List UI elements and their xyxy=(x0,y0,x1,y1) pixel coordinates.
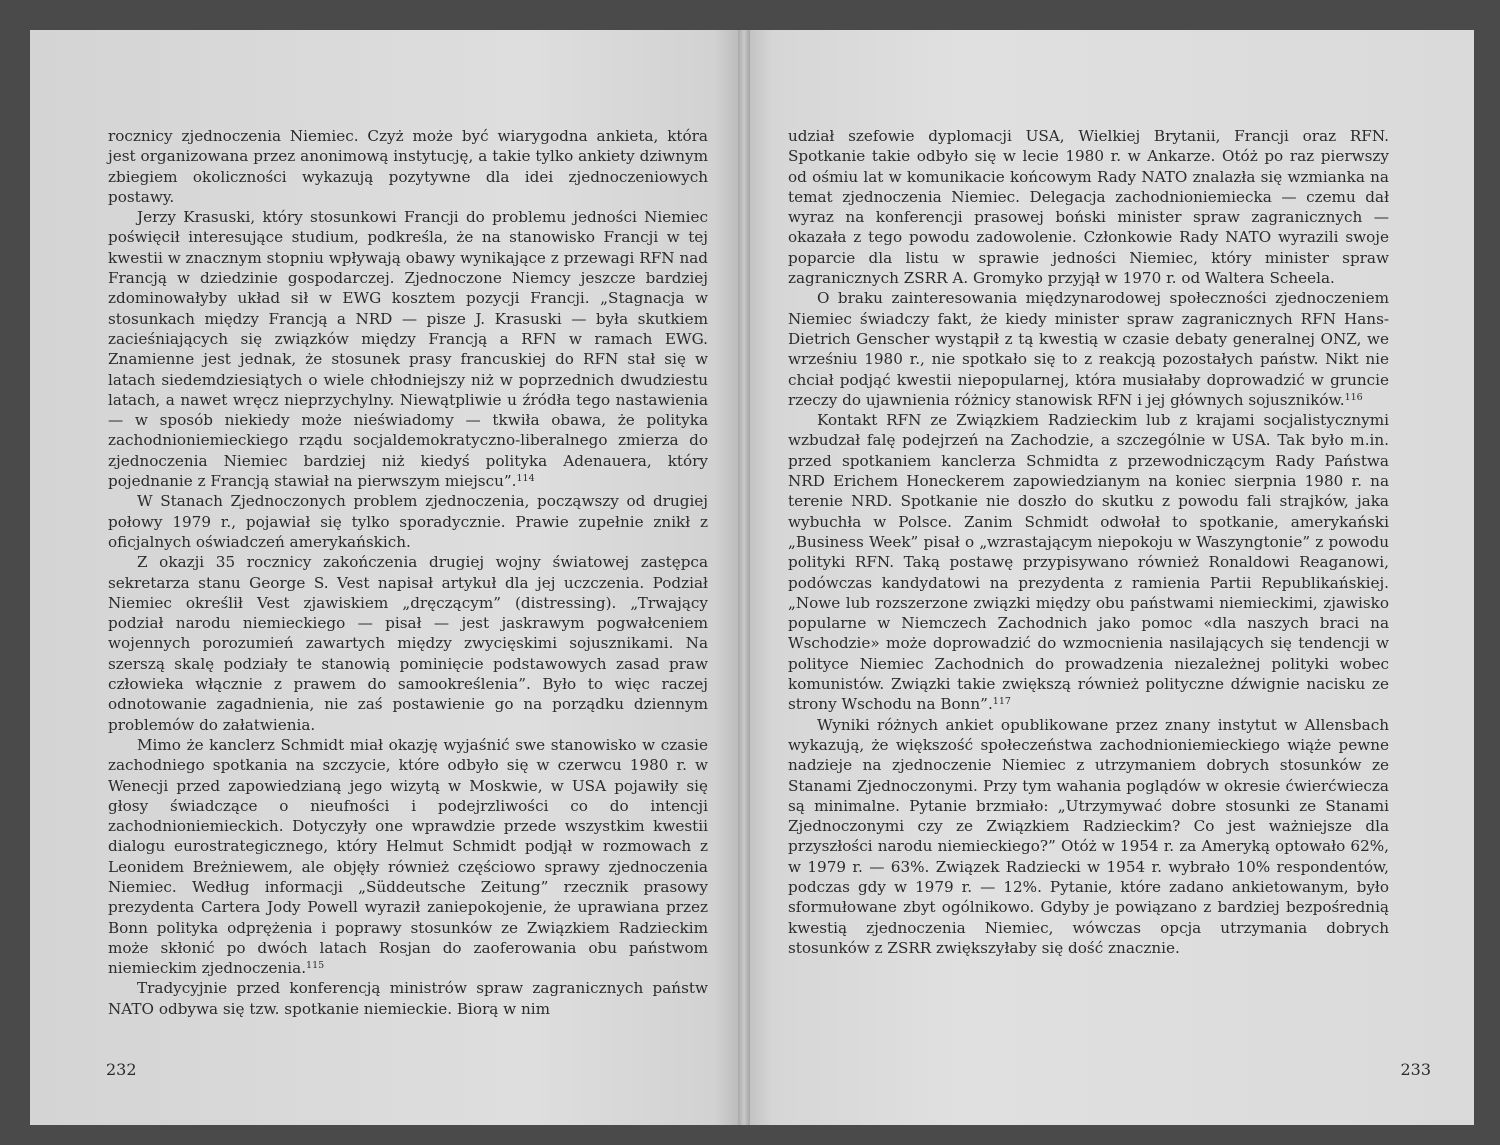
right-page xyxy=(743,30,1474,1125)
book-gutter xyxy=(738,30,750,1125)
paragraph: rocznicy zjednoczenia Niemiec. Czyż może być wiarygodna ankieta, która jest organizowana przez anonimową instytucję, a takie tylko ankiety dziwnym zbiegiem okoliczności wykazują pozytywne dla idei zjednoczeniowych postawy. xyxy=(108,127,708,206)
page-number: 233 xyxy=(1400,1060,1431,1079)
page-number: 232 xyxy=(106,1060,137,1079)
footnote-ref: 117 xyxy=(992,696,1011,708)
right-page-body xyxy=(788,126,1389,958)
paragraph: udział szefowie dyplomacji USA, Wielkiej Brytanii, Francji oraz RFN. Spotkanie takie odbyło się w lecie 1980 r. w Ankarze. Otóż po raz pierwszy od ośmiu lat w komunikacie końcowym Rady NATO znalazła się wzmianka na temat zjednoczenia Niemiec. Delegacja zachodnioniemiecka — czemu dał wyraz na konferencji prasowej boński minister spraw zagranicznych — okazała z tego powodu zadowolenie. Członkowie Rady NATO wyrazili swoje poparcie dla listu w sprawie jedności Niemiec, który minister spraw zagranicznych ZSRR A. Gromyko przyjął w 1970 r. od Waltera Scheela. xyxy=(788,127,1389,288)
footnote-ref: 116 xyxy=(1344,391,1363,403)
left-page-body xyxy=(108,126,708,1019)
footnote-ref: 114 xyxy=(516,473,535,485)
paragraph: Wyniki różnych ankiet opublikowane przez znany instytut w Allensbach wykazują, że większość społeczeństwa zachodnioniemieckiego wiąże pewne nadzieje na zjednoczenie Niemiec z utrzymaniem dobrych stosunków ze Stanami Zjednoczonymi. Przy tym wahania poglądów w okresie ćwierćwiecza są minimalne. Pytanie brzmiało: „Utrzymywać dobre stosunki ze Stanami Zjednoczonymi czy ze Związkiem Radzieckim? Co jest ważniejsze dla przyszłości narodu niemieckiego?” Otóż w 1954 r. za Ameryką optowało 62%, w 1979 r. — 63%. Związek Radziecki w 1954 r. wybrało 10% respondentów, podczas gdy w 1979 r. — 12%. Pytanie, które zadano ankietowanym, było sformułowane zbyt ogólnikowo. Gdyby je powiązano z bardziej bezpośrednią kwestią zjednoczenia Niemiec, wówczas opcja utrzymania dobrych stosunków z ZSRR zwiększyłaby się dość znacznie. xyxy=(788,715,1389,957)
paragraph: Kontakt RFN ze Związkiem Radzieckim lub z krajami socjalistycznymi wzbudzał falę podejrzeń na Zachodzie, a szczególnie w USA. Tak było m.in. przed spotkaniem kanclerza Schmidta z przewodniczącym Rady Państwa NRD Erichem Honeckerem zapowiedzianym na koniec sierpnia 1980 r. na terenie NRD. Spotkanie nie doszło do skutku z powodu fali strajków, jaka wybuchła w Polsce. Zanim Schmidt odwołał to spotkanie, amerykański „Business Week” pisał o „wzrastającym niepokoju w Waszyngtonie” z powodu polityki RFN. Taką postawę przypisywano również Ronaldowi Reaganowi, podówczas kandydatowi na prezydenta z ramienia Partii Republikańskiej. „Nowe lub rozszerzone związki między obu państwami niemieckimi, zjawisko popularne w Niemczech Zachodnich jako pomoc «dla naszych braci na Wschodzie» może doprowadzić do wzmocnienia nasilających się tendencji w polityce Niemiec Zachodnich do prowadzenia niezależnej polityki wobec komunistów. Związki takie zwiększą również polityczne dźwignie nacisku ze strony Wschodu na Bonn”.$^{117}$ xyxy=(788,411,1389,714)
left-page xyxy=(30,30,743,1125)
paragraph: Tradycyjnie przed konferencją ministrów spraw zagranicznych państw NATO odbywa się tzw. spotkanie niemieckie. Biorą w nim xyxy=(108,979,708,1018)
footnote-ref: 115 xyxy=(306,960,325,972)
paragraph: Z okazji 35 rocznicy zakończenia drugiej wojny światowej zastępca sekretarza stanu George S. Vest napisał artykuł dla jej uczczenia. Podział Niemiec określił Vest zjawiskiem „dręczącym” (distressing). „Trwający podział narodu niemieckiego — pisał — jest jaskrawym pogwałceniem wojennych porozumień zawartych między zwycięskimi sojusznikami. Na szerszą skalę podziały te stanowią pominięcie podstawowych zasad praw człowieka włącznie z prawem do samookreślenia”. Było to więc raczej odnotowanie zagadnienia, nie zaś postawienie go na porządku dziennym problemów do załatwienia. xyxy=(108,553,708,734)
paragraph: O braku zainteresowania międzynarodowej społeczności zjednoczeniem Niemiec świadczy fakt, że kiedy minister spraw zagranicznych RFN Hans-Dietrich Genscher wystąpił z tą kwestią w czasie debaty generalnej ONZ, we wrześniu 1980 r., nie spotkało się to z reakcją pozostałych państw. Nikt nie chciał podjąć kwestii niepopularnej, która musiałaby doprowadzić w gruncie rzeczy do ujawnienia różnicy stanowisk RFN i jej głównych sojuszników.$^{116}$ xyxy=(788,289,1389,409)
paragraph: Mimo że kanclerz Schmidt miał okazję wyjaśnić swe stanowisko w czasie zachodniego spotkania na szczycie, które odbyło się w czerwcu 1980 r. w Wenecji przed zapowiedzianą jego wizytą w Moskwie, w USA pojawiły się głosy świadczące o nieufności i podejrzliwości co do intencji zachodnioniemieckich. Dotyczyły one wprawdzie przede wszystkim kwestii dialogu eurostrategicznego, który Helmut Schmidt podjął w rozmowach z Leonidem Breżniewem, ale objęły również częściowo sprawy zjednoczenia Niemiec. Według informacji „Süddeutsche Zeitung” rzecznik prasowy prezydenta Cartera Jody Powell wyraził zaniepokojenie, że uprawiana przez Bonn polityka odprężenia i poprawy stosunków ze Związkiem Radzieckim może skłonić po dwóch latach Rosjan do zaoferowania obu państwom niemieckim zjednoczenia.$^{115}$ xyxy=(108,735,708,978)
paragraph: W Stanach Zjednoczonych problem zjednoczenia, począwszy od drugiej połowy 1979 r., pojawiał się tylko sporadycznie. Prawie zupełnie znikł z oficjalnych oświadczeń amerykańskich. xyxy=(108,492,708,551)
paragraph: Jerzy Krasuski, który stosunkowi Francji do problemu jedności Niemiec poświęcił interesujące studium, podkreśla, że na stanowisko Francji w tej kwestii w znacznym stopniu wpływają obawy wynikające z przewagi RFN nad Francją w dziedzinie gospodarczej. Zjednoczone Niemcy jeszcze bardziej zdominowałyby układ sił w EWG kosztem pozycji Francji. „Stagnacja w stosunkach między Francją a NRD — pisze J. Krasuski — była skutkiem zacieśniających się związków między Francją a RFN w ramach EWG. Znamienne jest jednak, że stosunek prasy francuskiej do RFN stał się w latach siedemdziesiątych o wiele chłodniejszy niż w poprzednich dwudziestu latach, a nawet wręcz nieprzychylny. Niewątpliwie u źródła tego nastawienia — w sposób niekiedy może nieświadomy — tkwiła obawa, że polityka zachodnioniemieckiego rządu socjaldemokratyczno-liberalnego zmierza do zjednoczenia Niemiec bardziej niż kiedyś polityka Adenauera, który pojednanie z Francją stawiał na pierwszym miejscu”.$^{114}$ xyxy=(108,208,708,491)
